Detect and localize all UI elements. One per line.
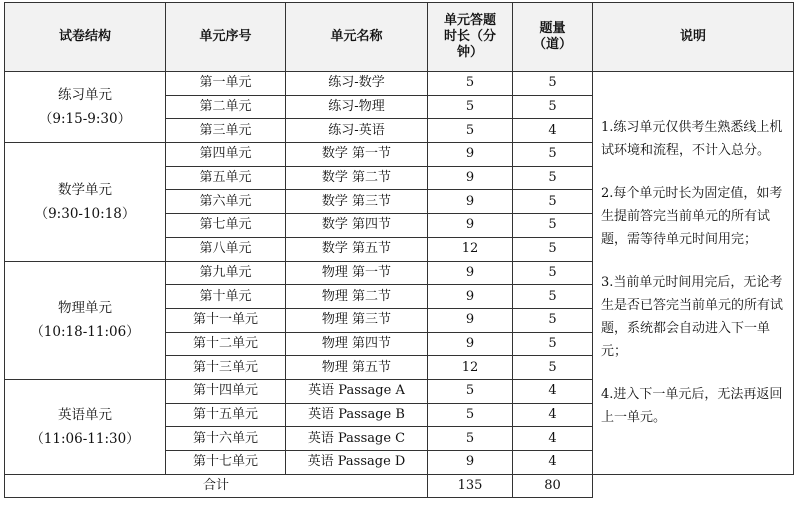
section-name: 数学单元 bbox=[58, 181, 112, 198]
unit-name: 物理 第五节 bbox=[286, 356, 428, 380]
section-time: （9:30-10:18） bbox=[34, 205, 136, 222]
header-count-line1: 题量 bbox=[539, 21, 566, 36]
unit-name: 物理 第三节 bbox=[286, 308, 428, 332]
unit-no: 第十三单元 bbox=[166, 356, 286, 380]
note-1: 1.练习单元仅供考生熟悉线上机试环境和流程，不计入总分。 bbox=[601, 120, 783, 159]
section-cell bbox=[5, 261, 166, 379]
unit-duration: 9 bbox=[428, 308, 513, 332]
unit-count: 4 bbox=[513, 403, 593, 427]
unit-count: 5 bbox=[513, 72, 593, 96]
unit-no: 第一单元 bbox=[166, 72, 286, 96]
unit-duration: 9 bbox=[428, 214, 513, 238]
section-cell bbox=[5, 72, 166, 143]
unit-no: 第十六单元 bbox=[166, 427, 286, 451]
unit-no: 第十一单元 bbox=[166, 308, 286, 332]
unit-no: 第九单元 bbox=[166, 261, 286, 285]
unit-count: 5 bbox=[513, 214, 593, 238]
unit-duration: 5 bbox=[428, 72, 513, 96]
unit-count: 5 bbox=[513, 237, 593, 261]
unit-duration: 5 bbox=[428, 379, 513, 403]
unit-name: 数学 第一节 bbox=[286, 143, 428, 167]
unit-count: 5 bbox=[513, 356, 593, 380]
unit-name: 练习-物理 bbox=[286, 95, 428, 119]
unit-duration: 9 bbox=[428, 332, 513, 356]
section-name: 英语单元 bbox=[58, 406, 112, 423]
header-count bbox=[513, 3, 593, 72]
unit-count: 5 bbox=[513, 143, 593, 167]
unit-name: 练习-英语 bbox=[286, 119, 428, 143]
unit-duration: 5 bbox=[428, 119, 513, 143]
section-name: 物理单元 bbox=[58, 300, 112, 317]
unit-duration: 12 bbox=[428, 356, 513, 380]
unit-count: 4 bbox=[513, 427, 593, 451]
unit-duration: 9 bbox=[428, 143, 513, 167]
header-count-line2: （道） bbox=[532, 37, 572, 52]
unit-no: 第七单元 bbox=[166, 214, 286, 238]
unit-name: 数学 第五节 bbox=[286, 237, 428, 261]
exam-structure-table bbox=[4, 2, 794, 498]
unit-count: 4 bbox=[513, 119, 593, 143]
header-structure: 试卷结构 bbox=[5, 3, 166, 72]
unit-name: 物理 第一节 bbox=[286, 261, 428, 285]
unit-name: 练习-数学 bbox=[286, 72, 428, 96]
unit-no: 第六单元 bbox=[166, 190, 286, 214]
unit-count: 5 bbox=[513, 261, 593, 285]
unit-duration: 5 bbox=[428, 95, 513, 119]
unit-duration: 9 bbox=[428, 190, 513, 214]
unit-count: 5 bbox=[513, 308, 593, 332]
section-name: 练习单元 bbox=[58, 87, 112, 104]
total-row bbox=[5, 474, 794, 498]
unit-duration: 12 bbox=[428, 237, 513, 261]
unit-no: 第十单元 bbox=[166, 285, 286, 309]
unit-no: 第二单元 bbox=[166, 95, 286, 119]
unit-no: 第十五单元 bbox=[166, 403, 286, 427]
section-time: （9:15-9:30） bbox=[38, 111, 132, 128]
header-duration-line3: 钟） bbox=[456, 45, 483, 60]
unit-no: 第五单元 bbox=[166, 166, 286, 190]
unit-duration: 5 bbox=[428, 427, 513, 451]
unit-no: 第八单元 bbox=[166, 237, 286, 261]
table-row bbox=[5, 72, 794, 96]
header-unit-no: 单元序号 bbox=[166, 3, 286, 72]
unit-count: 5 bbox=[513, 332, 593, 356]
unit-no: 第十四单元 bbox=[166, 379, 286, 403]
unit-duration: 9 bbox=[428, 451, 513, 475]
header-unit-name: 单元名称 bbox=[286, 3, 428, 72]
unit-name: 英语 Passage D bbox=[286, 451, 428, 475]
unit-no: 第十二单元 bbox=[166, 332, 286, 356]
unit-no: 第四单元 bbox=[166, 143, 286, 167]
note-3: 3.当前单元时间用完后，无论考生是否已答完当前单元的所有试题，系统都会自动进入下一单元； bbox=[601, 275, 784, 360]
header-duration-line2: 时长（分 bbox=[443, 29, 496, 44]
header-row bbox=[5, 3, 794, 72]
unit-name: 数学 第二节 bbox=[286, 166, 428, 190]
unit-duration: 9 bbox=[428, 261, 513, 285]
unit-count: 5 bbox=[513, 166, 593, 190]
note-2: 2.每个单元时长为固定值，如考生提前答完当前单元的所有试题，需等待单元时间用完； bbox=[601, 186, 783, 248]
unit-count: 5 bbox=[513, 190, 593, 214]
total-duration: 135 bbox=[428, 474, 513, 498]
unit-name: 英语 Passage A bbox=[286, 379, 428, 403]
total-label: 合计 bbox=[5, 474, 428, 498]
unit-no: 第三单元 bbox=[166, 119, 286, 143]
unit-name: 物理 第四节 bbox=[286, 332, 428, 356]
unit-count: 4 bbox=[513, 451, 593, 475]
unit-name: 数学 第三节 bbox=[286, 190, 428, 214]
header-duration bbox=[428, 3, 513, 72]
unit-duration: 9 bbox=[428, 166, 513, 190]
total-count: 80 bbox=[513, 474, 593, 498]
header-note: 说明 bbox=[593, 3, 794, 72]
header-duration-line1: 单元答题 bbox=[443, 13, 496, 28]
unit-name: 英语 Passage C bbox=[286, 427, 428, 451]
unit-name: 物理 第二节 bbox=[286, 285, 428, 309]
unit-duration: 5 bbox=[428, 403, 513, 427]
unit-count: 5 bbox=[513, 95, 593, 119]
note-4: 4.进入下一单元后，无法再返回上一单元。 bbox=[601, 387, 783, 426]
unit-duration: 9 bbox=[428, 285, 513, 309]
section-cell bbox=[5, 143, 166, 261]
unit-name: 数学 第四节 bbox=[286, 214, 428, 238]
notes-cell bbox=[593, 72, 794, 475]
section-time: （10:18-11:06） bbox=[30, 324, 140, 341]
unit-no: 第十七单元 bbox=[166, 451, 286, 475]
section-time: （11:06-11:30） bbox=[30, 430, 140, 447]
unit-count: 4 bbox=[513, 379, 593, 403]
section-cell bbox=[5, 379, 166, 474]
unit-name: 英语 Passage B bbox=[286, 403, 428, 427]
unit-count: 5 bbox=[513, 285, 593, 309]
